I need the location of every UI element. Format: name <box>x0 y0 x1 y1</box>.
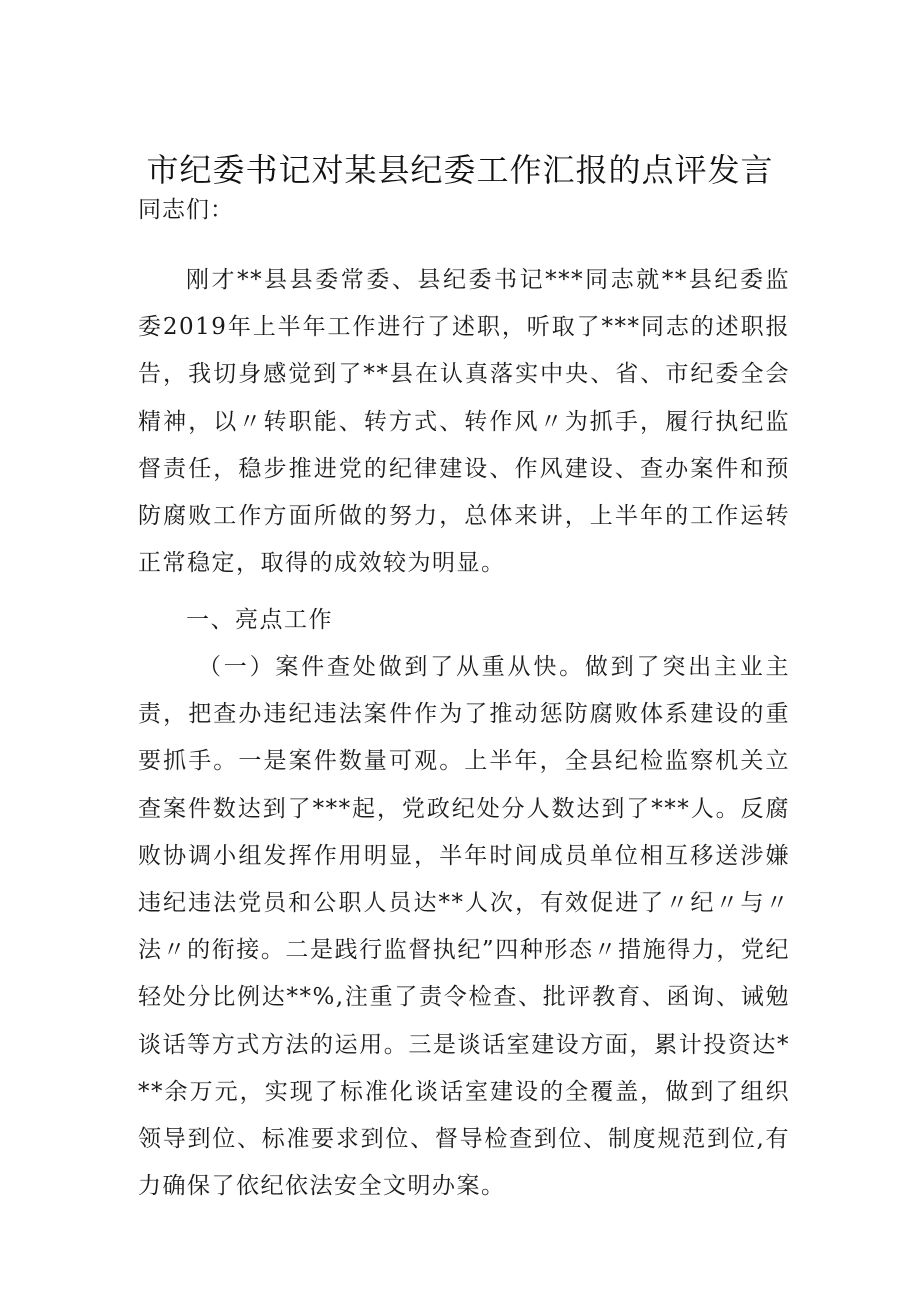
document-title: 市纪委书记对某县纪委工作汇报的点评发言 <box>146 151 774 189</box>
section-heading-highlights: 一、亮点工作 <box>186 607 333 633</box>
paragraph-intro: 刚才**县县委常委、县纪委书记***同志就**县纪委监委2019年上半年工作进行了述职，听取了***同志的述职报告，我切身感觉到了**县在认真落实中央、省、市纪委全会精神，以〃转职能、转方式、转作风〃为抓手，履行执纪监督责任，稳步推进党的纪律建设、作风建设、查办案件和预防腐败工作方面所做的努力，总体来讲，上半年的工作运转正常稳定，取得的成效较为明显。 <box>138 267 790 577</box>
paragraph-case-handling: （一）案件查处做到了从重从快。做到了突出主业主责，把查办违纪违法案件作为了推动惩防腐败体系建设的重要抓手。一是案件数量可观。上半年，全县纪检监察机关立查案件数达到了***起，党政纪处分人数达到了***人。反腐败协调小组发挥作用明显，半年时间成员单位相互移送涉嫌违纪违法党员和公职人员达**人次，有效促进了〃纪〃与〃法〃的衔接。二是践行监督执纪”四种形态〃措施得力，党纪轻处分比例达**%,注重了责令检查、批评教育、函询、诫勉谈话等方式方法的运用。三是谈话室建设方面，累计投资达***余万元，实现了标准化谈话室建设的全覆盖，做到了组织领导到位、标准要求到位、督导检查到位、制度规范到位,有力确保了依纪依法安全文明办案。 <box>138 654 790 1200</box>
salutation: 同志们： <box>138 197 234 223</box>
